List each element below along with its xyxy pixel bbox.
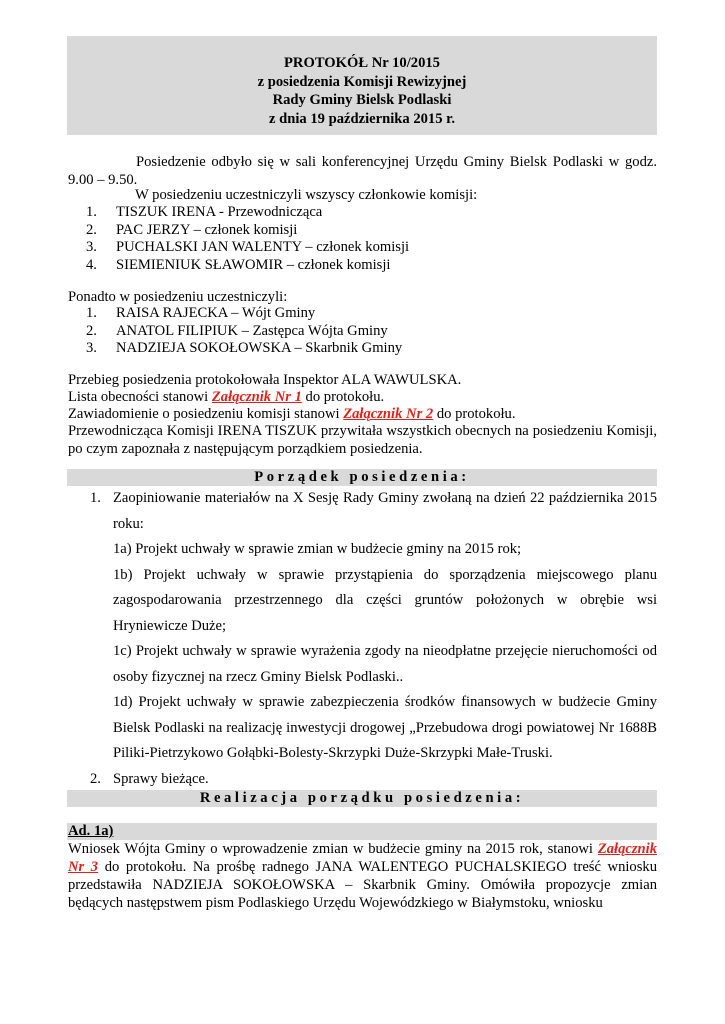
agenda-item-1: 1. Zaopiniowanie materiałów na X Sesję Rady Gminy zwołaną na dzień 22 października 2015 roku:: [90, 490, 657, 532]
ad1a-heading: Ad. 1a): [68, 823, 114, 839]
protocol-subtitle: z posiedzenia Komisji Rewizyjnej: [257, 73, 467, 90]
agenda-item-1c: 1c) Projekt uchwały w sprawie wyrażenia zgody na nieodpłatne przejęcie nieruchomości od osoby fizycznej na rzecz Gminy Bielsk Podlaski..: [113, 643, 657, 685]
protocol-header: [67, 36, 657, 135]
notice-note: Zawiadomienie o posiedzeniu komisji stanowi Załącznik Nr 2 do protokołu.: [68, 406, 516, 422]
welcome-paragraph: Przewodnicząca Komisji IRENA TISZUK przywitała wszystkich obecnych na posiedzeniu Komisji, po czym zapoznała z następującym porządkiem posiedzenia.: [68, 423, 657, 457]
agenda-item-1b: 1b) Projekt uchwały w sprawie przystąpienia do sporządzenia miejscowego planu zagospodarowania przestrzennego dla części gruntów położonych w obrębie wsi Hryniewicze Duże;: [113, 566, 657, 634]
agenda-title: Porządek posiedzenia:: [67, 469, 657, 486]
protocol-date: z dnia 19 października 2015 r.: [269, 110, 455, 127]
protocol-number: PROTOKÓŁ Nr 10/2015: [284, 55, 440, 71]
recorder-note: Przebieg posiedzenia protokołowała Inspektor ALA WAWULSKA.: [68, 372, 462, 388]
agenda-list: [90, 486, 657, 792]
realization-title: Realizacja porządku posiedzenia:: [67, 790, 657, 807]
agenda-item-1d: 1d) Projekt uchwały w sprawie zabezpieczenia środków finansowych w budżecie Gminy Bielsk Podlaski na realizację inwestycji drogowej „Przebudowa drogi powiatowej Nr 1688B Piliki-Pietrzykowo Gołąbki-Bolesty-Skrzypki Duże-Skrzypki Małe-Truski.: [113, 694, 657, 761]
protocol-council: Rady Gminy Bielsk Podlaski: [272, 92, 452, 108]
list-item: 3. NADZIEJA SOKOŁOWSKA – Skarbnik Gminy: [86, 340, 403, 356]
guests-label: Ponadto w posiedzeniu uczestniczyli:: [68, 289, 288, 305]
list-item: 1. RAISA RAJECKA – Wójt Gminy: [86, 305, 316, 321]
agenda-item-1a: 1a) Projekt uchwały w sprawie zmian w budżecie gminy na 2015 rok;: [113, 541, 522, 557]
list-item: 4. SIEMIENIUK SŁAWOMIR – członek komisji: [86, 256, 391, 273]
list-item: 2. PAC JERZY – członek komisji: [86, 221, 298, 238]
ad1a-paragraph: Wniosek Wójta Gminy o wprowadzenie zmian w budżecie gminy na 2015 rok, stanowi Załącznik Nr 3 do protokołu. Na prośbę radnego JANA WALENTEGO PUCHALSKIEGO treść wniosku przedstawiła NADZIEJA SOKOŁOWSKA – Skarbnik Gminy. Omówiła propozycje zmian będących następstwem pism Podlaskiego Urzędu Wojewódzkiego w Białymstoku, wniosku: [68, 841, 657, 911]
intro-paragraph: Posiedzenie odbyło się w sali konferencyjnej Urzędu Gminy Bielsk Podlaski w godz. 9.00 – 9.50.: [68, 154, 657, 188]
attachment-2-link[interactable]: Załącznik Nr 2: [343, 406, 434, 422]
guests-list: [68, 305, 657, 358]
attachment-1-link[interactable]: Załącznik Nr 1: [211, 389, 302, 405]
ad1a-heading-band: [67, 823, 657, 840]
attachment-3-link[interactable]: Załącznik Nr 3: [68, 841, 657, 875]
list-item: 1. TISZUK IRENA - Przewodnicząca: [86, 204, 323, 220]
attendance-note: Lista obecności stanowi Załącznik Nr 1 do protokołu.: [68, 389, 385, 405]
list-item: 2. ANATOL FILIPIUK – Zastępca Wójta Gminy: [86, 322, 388, 339]
members-list: [68, 204, 657, 274]
list-item: 3. PUCHALSKI JAN WALENTY – członek komisji: [86, 239, 410, 255]
agenda-item-2: 2. Sprawy bieżące.: [90, 770, 209, 787]
members-intro: W posiedzeniu uczestniczyli wszyscy członkowie komisji:: [135, 187, 478, 203]
